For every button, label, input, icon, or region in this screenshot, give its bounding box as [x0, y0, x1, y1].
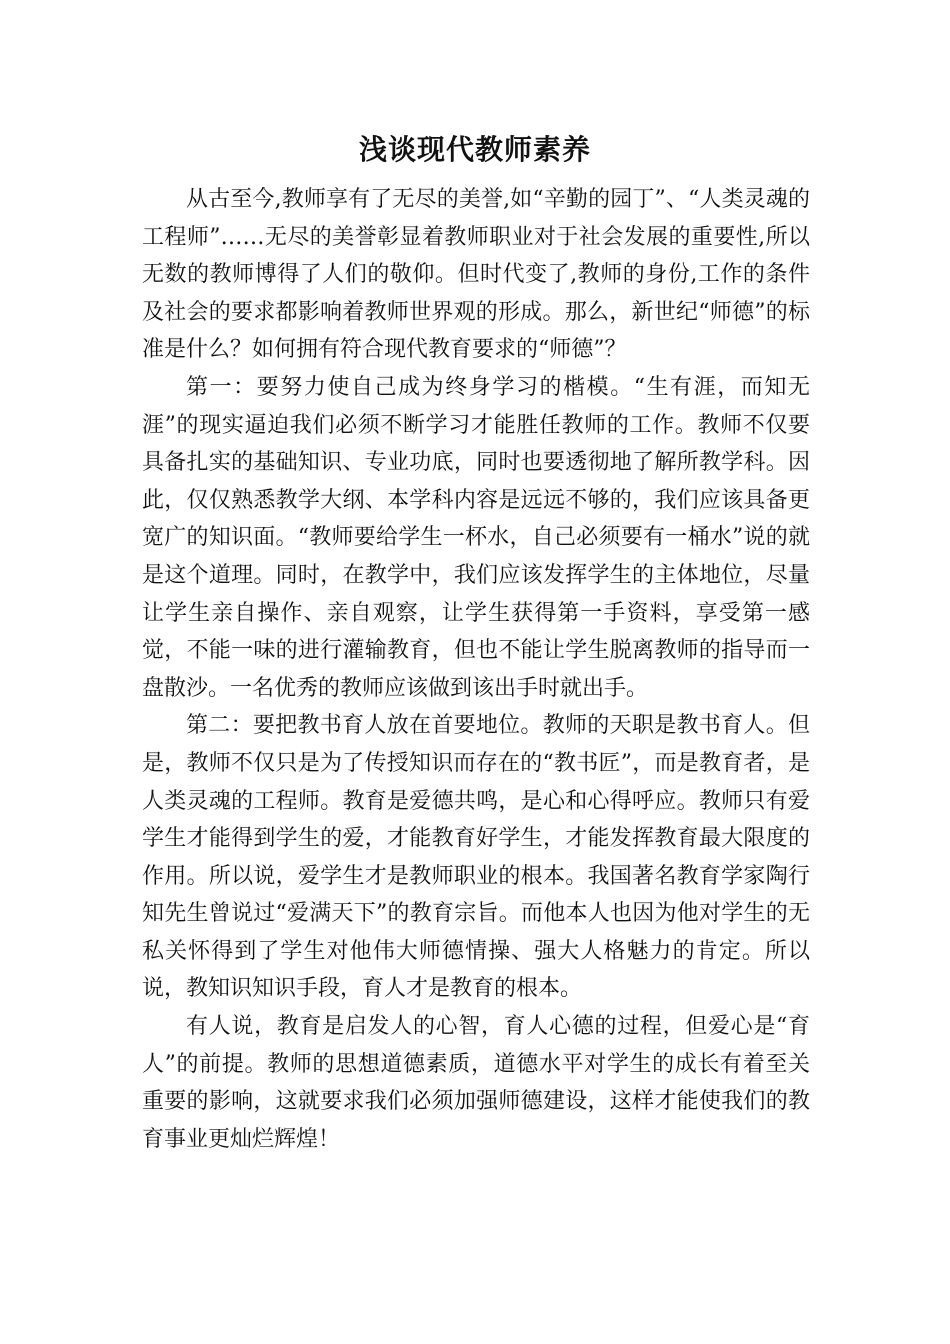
paragraph-first-point: 第一：要努力使自己成为终身学习的楷模。“生有涯，而知无涯”的现实逼迫我们必须不断学习才能胜任教师的工作。教师不仅要具备扎实的基础知识、专业功底，同时也要透彻地了解所教学科。因此，仅仅熟悉教学大纲、本学科内容是远远不够的，我们应该具备更宽广的知识面。“教师要给学生一杯水，自己必须要有一桶水”说的就是这个道理。同时，在教学中，我们应该发挥学生的主体地位，尽量让学生亲自操作、亲自观察，让学生获得第一手资料，享受第一感觉，不能一味的进行灌输教育，但也不能让学生脱离教师的指导而一盘散沙。一名优秀的教师应该做到该出手时就出手。: [142, 374, 810, 701]
paragraph-intro: 从古至今,教师享有了无尽的美誉,如“辛勤的园丁”、“人类灵魂的工程师”……无尽的美誉彰显着教师职业对于社会发展的重要性,所以无数的教师博得了人们的敬仰。但时代变了,教师的身份,工作的条件及社会的要求都影响着教师世界观的形成。那么，新世纪“师德”的标准是什么？如何拥有符合现代教育要求的“师德”？: [142, 187, 810, 363]
paragraph-second-point: 第二：要把教书育人放在首要地位。教师的天职是教书育人。但是，教师不仅只是为了传授知识而存在的“教书匠”，而是教育者，是人类灵魂的工程师。教育是爱德共鸣，是心和心得呼应。教师只有爱学生才能得到学生的爱，才能教育好学生，才能发挥教育最大限度的作用。所以说，爱学生才是教师职业的根本。我国著名教育学家陶行知先生曾说过“爱满天下”的教育宗旨。而他本人也因为他对学生的无私关怀得到了学生对他伟大师德情操、强大人格魅力的肯定。所以说，教知识知识手段，育人才是教育的根本。: [142, 713, 810, 1002]
document-body: [142, 181, 810, 1158]
paragraph-conclusion: 有人说，教育是启发人的心智，育人心德的过程，但爱心是“育人”的前提。教师的思想道德素质，道德水平对学生的成长有着至关重要的影响，这就要求我们必须加强师德建设，这样才能使我们的教育事业更灿烂辉煌！: [142, 1014, 810, 1152]
document-title: 浅谈现代教师素养: [358, 133, 591, 166]
